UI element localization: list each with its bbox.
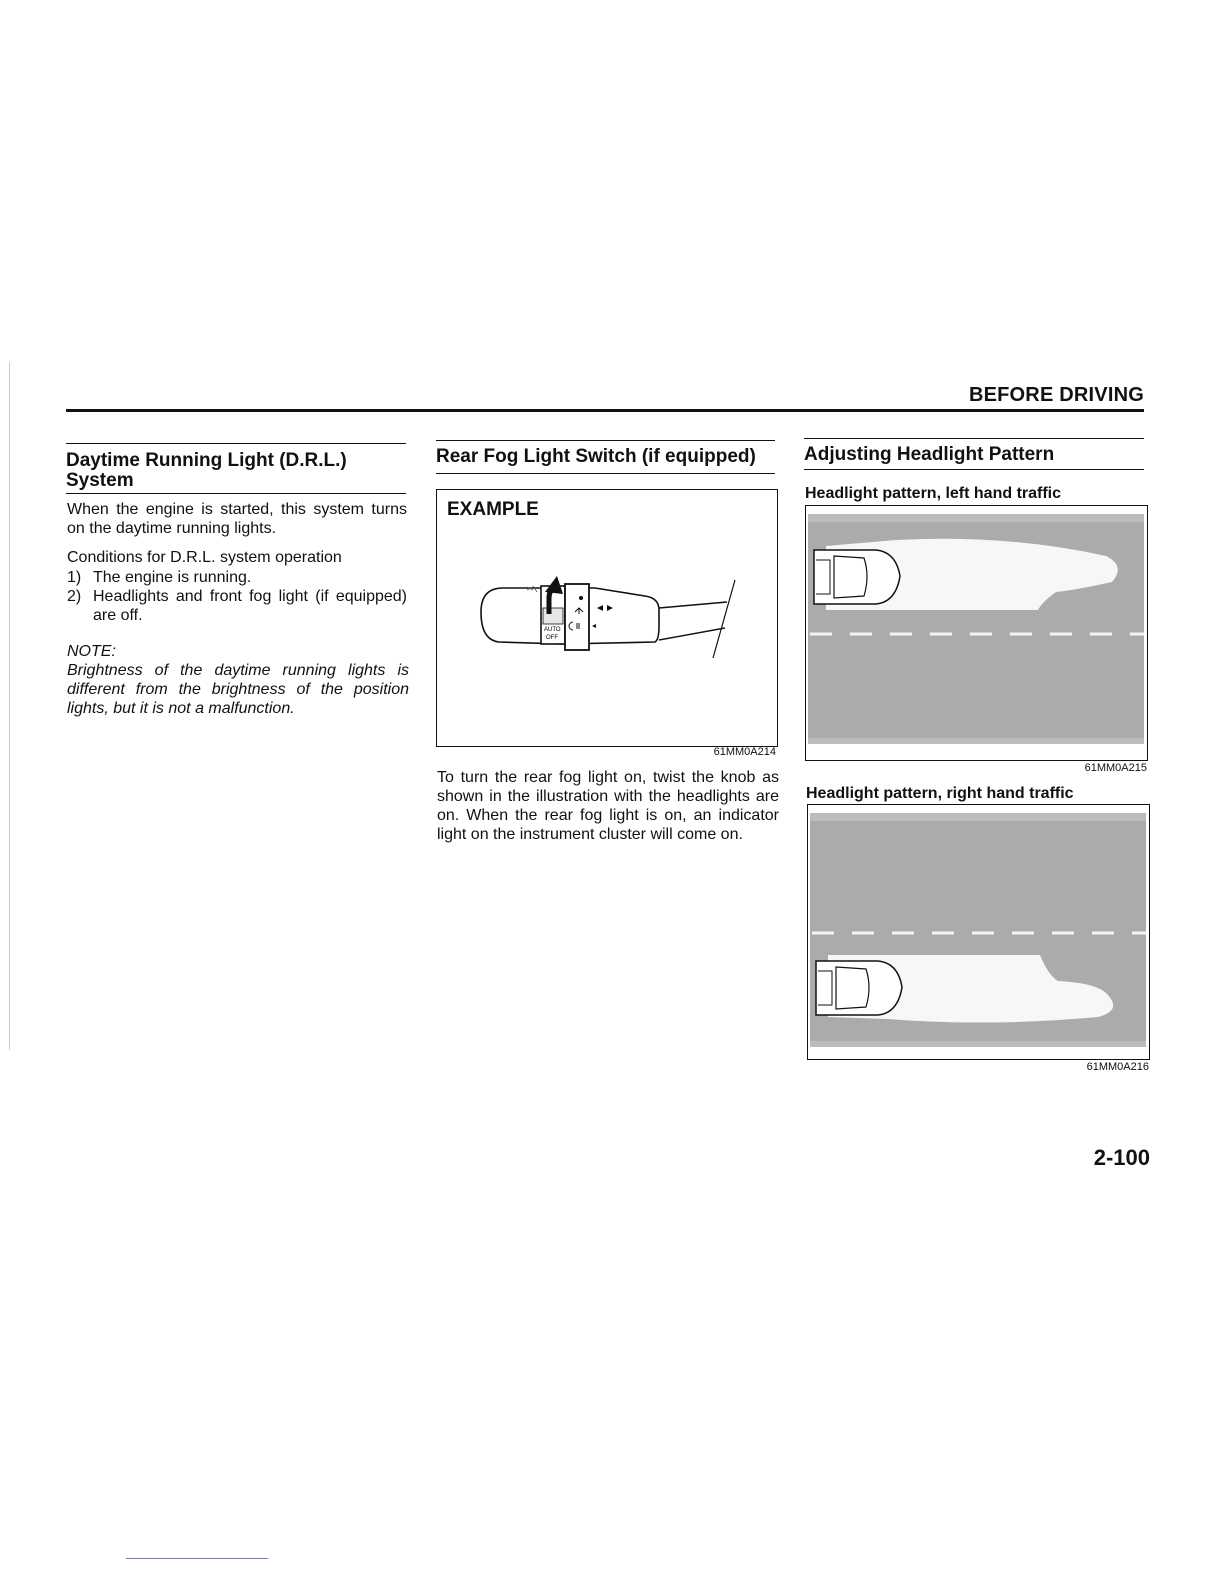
header-rule [66,409,1144,412]
drl-conditions-list [67,568,407,625]
right-traffic-subheading: Headlight pattern, right hand traffic [806,785,1074,802]
list-item [67,587,407,625]
drl-note-text: Brightness of the daytime running lights is different from the brightness of the position lights, but it is not a malfunction. [67,662,409,717]
binding-edge-line [9,362,10,1050]
left-traffic-subheading: Headlight pattern, left hand traffic [805,485,1062,502]
rear-fog-heading-rule-bottom [436,473,775,474]
page-number: 2-100 [1093,1145,1150,1170]
headlight-heading: Adjusting Headlight Pattern [804,444,1055,465]
rear-fog-figure-code: 61MM0A214 [713,746,776,758]
list-item-text: Headlights and front fog light (if equipped) are off. [93,588,407,624]
list-item-number: 2) [67,588,82,605]
drl-conditions-heading: Conditions for D.R.L. system operation [67,549,342,566]
drl-heading-line1: Daytime Running Light (D.R.L.) [66,450,347,471]
headlight-heading-rule-bottom [804,469,1144,470]
car-top-view-icon [814,550,900,604]
combination-switch-illustration [437,490,777,746]
rear-fog-body: To turn the rear fog light on, twist the knob as shown in the illustration with the headlights are on. When the rear fog light is on, an indicator light on the instrument cluster will come on. [437,769,779,843]
left-traffic-figure-code: 61MM0A215 [1084,762,1147,774]
switch-label-auto: AUTO [544,627,561,633]
right-traffic-figure-code: 61MM0A216 [1086,1061,1149,1073]
list-item-number: 1) [67,569,82,586]
right-traffic-figure [807,804,1150,1060]
switch-label-off: OFF [546,635,558,641]
rear-fog-heading: Rear Fog Light Switch (if equipped) [436,446,756,467]
headlight-pattern-right-illustration [808,805,1149,1059]
drl-note-label: NOTE: [67,643,116,660]
bottom-edge-mark [126,1558,268,1559]
drl-heading-line2: System [66,470,134,491]
headlight-heading-rule-top [804,438,1144,439]
rear-fog-heading-rule-top [436,440,775,441]
drl-heading-rule-bottom [66,493,406,494]
left-traffic-figure [805,505,1148,761]
drl-heading [66,451,406,491]
drl-intro: When the engine is started, this system turns on the daytime running lights. [67,501,407,537]
figure-example-label: EXAMPLE [447,499,539,520]
rear-fog-figure [436,489,778,747]
section-title: BEFORE DRIVING [968,384,1144,406]
drl-heading-rule-top [66,443,406,444]
list-item [67,568,407,587]
list-item-text: The engine is running. [93,569,252,586]
car-top-view-icon [816,961,902,1015]
headlight-pattern-left-illustration [806,506,1147,760]
